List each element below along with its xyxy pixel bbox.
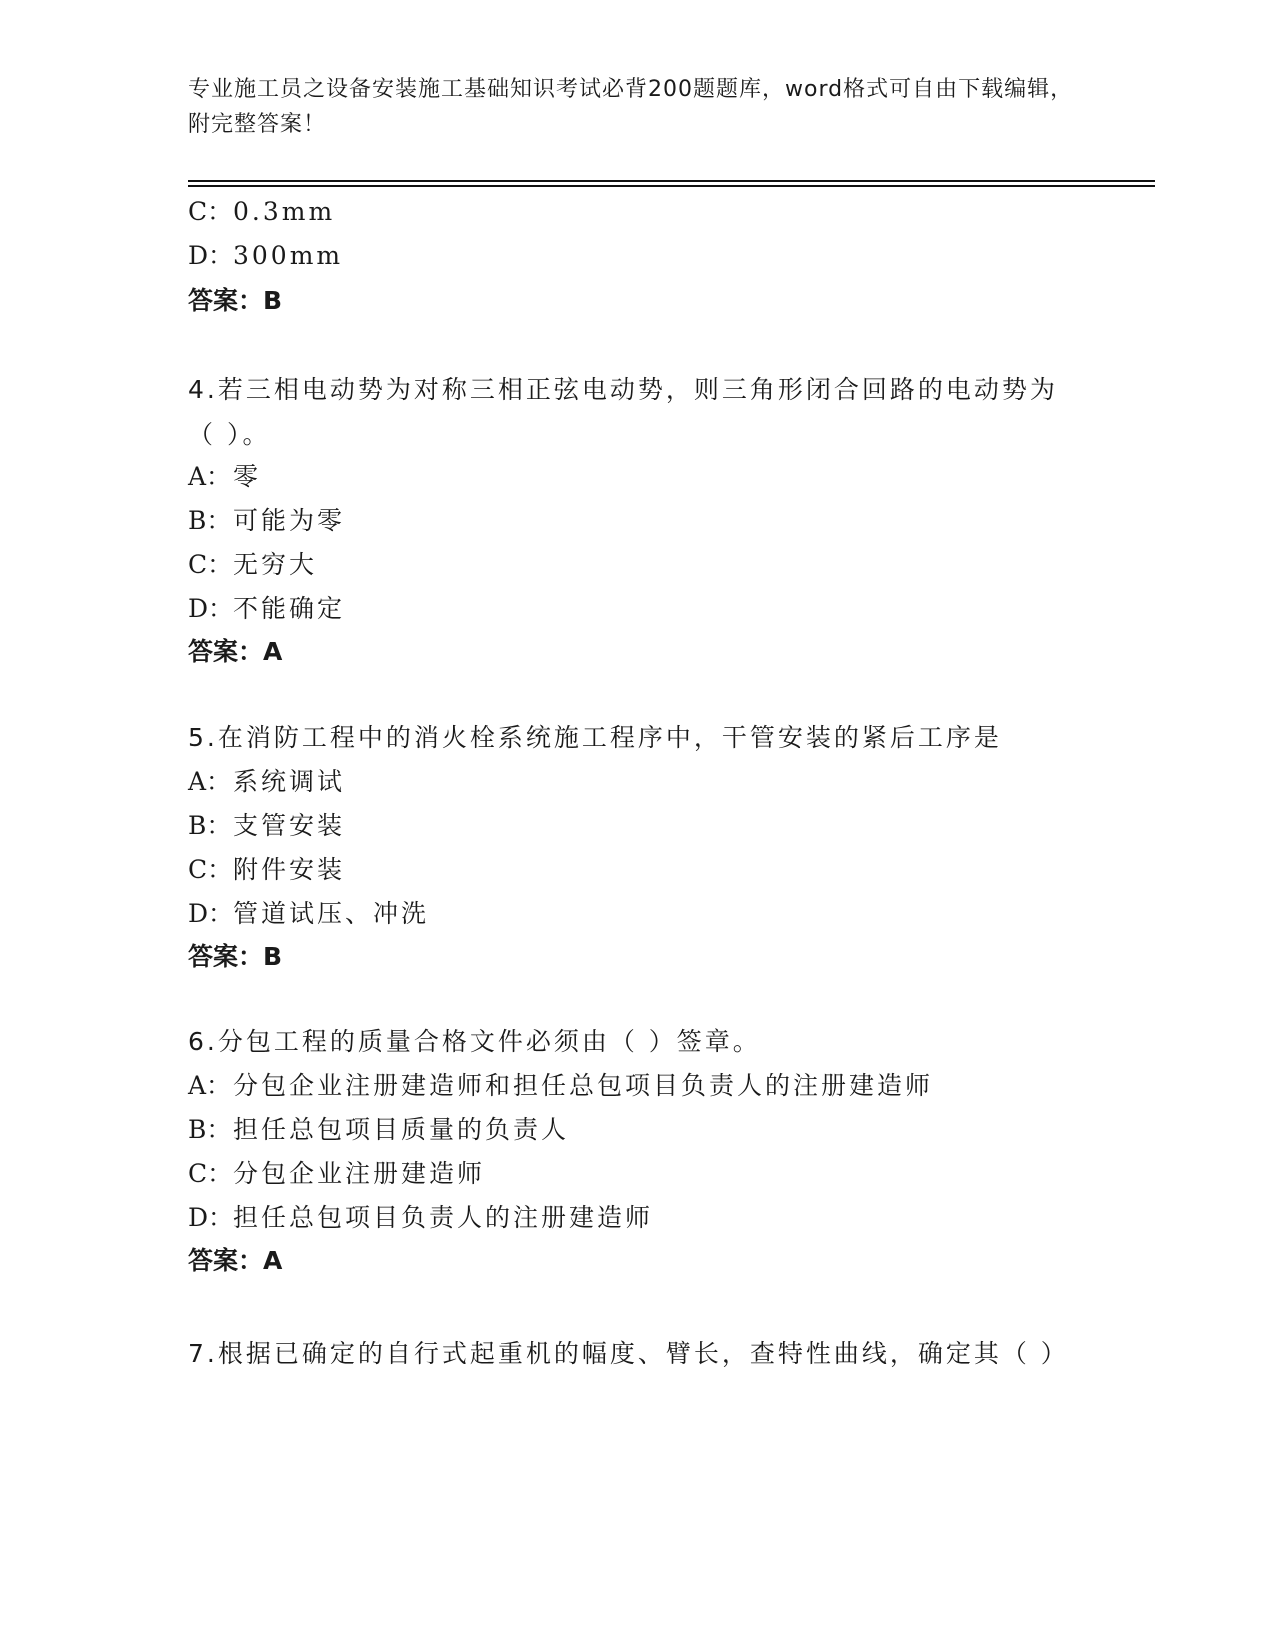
question-stem: 7.根据已确定的自行式起重机的幅度、臂长，查特性曲线，确定其（ ）	[188, 1339, 1069, 1368]
header-divider-bottom	[188, 185, 1155, 187]
option-key: C：	[188, 1159, 233, 1188]
option-text: 担任总包项目质量的负责人	[233, 1115, 570, 1144]
option-text: 系统调试	[233, 767, 346, 796]
option-text: 零	[233, 462, 262, 491]
option-key: B：	[188, 1115, 232, 1144]
option-line	[188, 854, 345, 886]
option-line	[188, 240, 343, 272]
option-text: 不能确定	[233, 594, 346, 623]
option-key: C：	[188, 197, 233, 226]
option-line	[188, 196, 335, 228]
option-text: 300mm	[233, 241, 344, 270]
option-text: 附件安装	[233, 855, 346, 884]
option-text: 0.3mm	[233, 197, 336, 226]
option-key: D：	[188, 899, 234, 928]
option-text: 支管安装	[233, 811, 346, 840]
option-line	[188, 1158, 485, 1190]
document-header: 专业施工员之设备安装施工基础知识考试必背200题题库，word格式可自由下载编辑，附完整答案！	[188, 77, 1074, 137]
option-line	[188, 1070, 933, 1102]
option-line	[188, 505, 345, 537]
option-key: C：	[188, 550, 233, 579]
option-line	[188, 593, 345, 625]
header-divider-top	[188, 180, 1155, 182]
option-key: C：	[188, 855, 233, 884]
option-key: A：	[188, 767, 232, 796]
answer-line: 答案：A	[188, 1246, 283, 1275]
option-line	[188, 810, 345, 842]
option-text: 分包企业注册建造师和担任总包项目负责人的注册建造师	[233, 1071, 934, 1100]
option-key: B：	[188, 811, 232, 840]
option-text: 担任总包项目负责人的注册建造师	[233, 1203, 654, 1232]
question-stem: 4.若三相电动势为对称三相正弦电动势，则三角形闭合回路的电动势为（ ）。	[188, 375, 1058, 449]
option-text: 分包企业注册建造师	[233, 1159, 486, 1188]
option-text: 无穷大	[233, 550, 318, 579]
option-line	[188, 766, 345, 798]
option-line	[188, 461, 261, 493]
option-line	[188, 549, 317, 581]
option-line	[188, 1202, 653, 1234]
question-stem: 5.在消防工程中的消火栓系统施工程序中，干管安装的紧后工序是	[188, 723, 1002, 752]
answer-line: 答案：A	[188, 637, 283, 666]
option-text: 可能为零	[233, 506, 346, 535]
question-stem: 6.分包工程的质量合格文件必须由（ ）签章。	[188, 1027, 761, 1056]
option-line	[188, 1114, 569, 1146]
option-key: B：	[188, 506, 232, 535]
option-key: D：	[188, 241, 234, 270]
option-key: D：	[188, 594, 234, 623]
option-key: D：	[188, 1203, 234, 1232]
option-key: A：	[188, 1071, 232, 1100]
option-text: 管道试压、冲洗	[233, 899, 430, 928]
option-line	[188, 898, 429, 930]
answer-line: 答案：B	[188, 286, 283, 315]
answer-line: 答案：B	[188, 942, 283, 971]
option-key: A：	[188, 462, 232, 491]
